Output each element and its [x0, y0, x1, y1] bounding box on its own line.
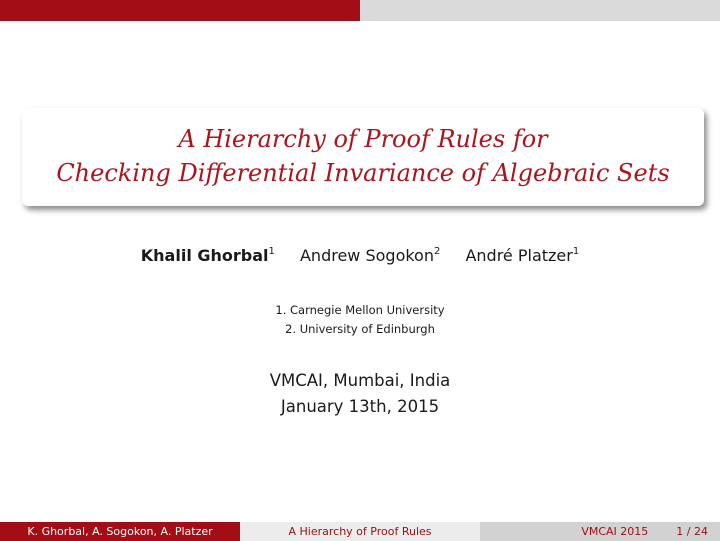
author-list: [0, 246, 720, 265]
venue-date: January 13th, 2015: [280, 397, 440, 416]
author-sogokon: [300, 246, 440, 265]
footer-right: [480, 522, 720, 541]
footer-authors: K. Ghorbal, A. Sogokon, A. Platzer: [0, 522, 240, 541]
author-affiliation-mark: 1: [268, 245, 275, 257]
slide-progress-bar: [0, 0, 720, 21]
slide-title-line-2: Checking Differential Invariance of Algebraic Sets: [56, 159, 670, 187]
slide-title-line-1: A Hierarchy of Proof Rules for: [178, 125, 548, 153]
author-ghorbal: [141, 246, 275, 265]
author-name: André Platzer: [465, 246, 573, 265]
progress-remaining: [360, 0, 720, 21]
slide-footer: [0, 522, 720, 541]
affiliation-1: 1. Carnegie Mellon University: [275, 303, 445, 317]
author-affiliation-mark: 2: [433, 245, 441, 257]
title-block: [22, 108, 704, 206]
author-name: Khalil Ghorbal: [140, 246, 269, 265]
progress-completed: [0, 0, 360, 21]
venue-block: [0, 368, 720, 420]
footer-conference: VMCAI 2015: [581, 525, 649, 538]
footer-page-number: 1 / 24: [676, 525, 708, 538]
author-platzer: [465, 246, 579, 265]
author-name: Andrew Sogokon: [299, 246, 434, 265]
footer-title: A Hierarchy of Proof Rules: [240, 522, 480, 541]
author-affiliation-mark: 1: [572, 245, 580, 257]
affiliation-2: 2. University of Edinburgh: [285, 322, 435, 336]
venue-event: VMCAI, Mumbai, India: [269, 371, 451, 390]
affiliation-list: [0, 301, 720, 339]
